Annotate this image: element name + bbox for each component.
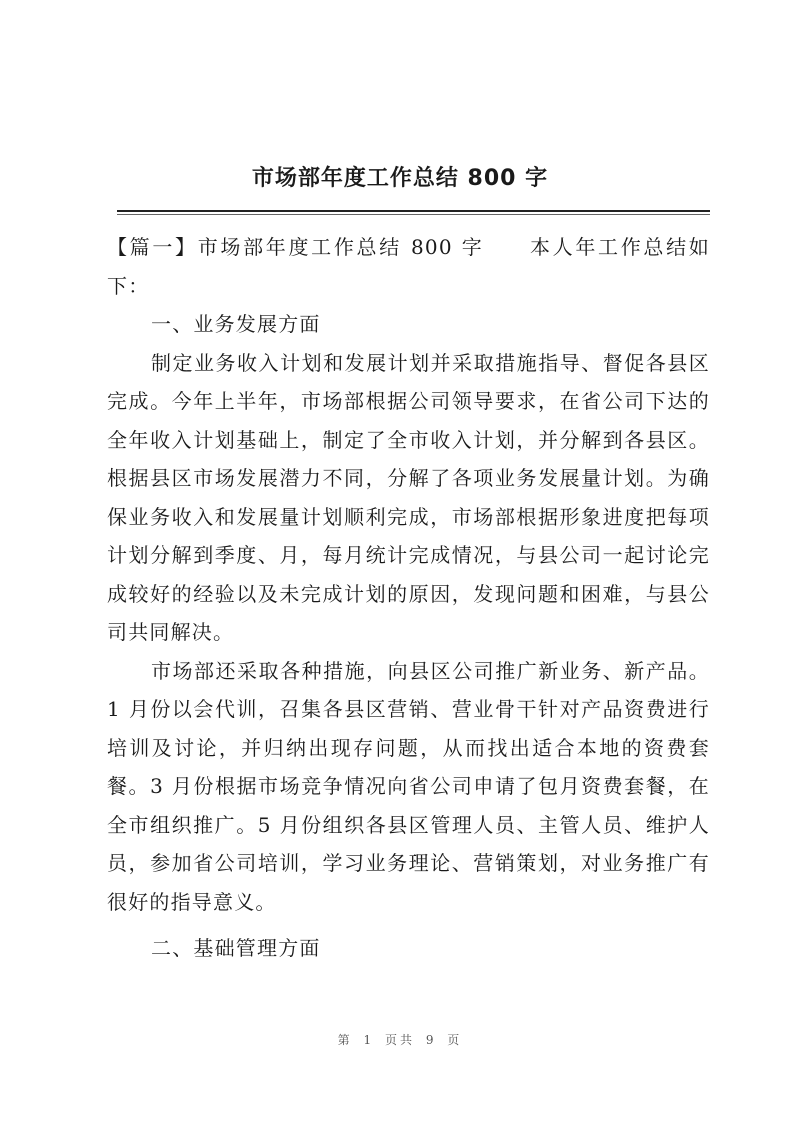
footer-suffix: 页 bbox=[447, 1033, 463, 1047]
section-heading-1: 一、业务发展方面 bbox=[151, 312, 321, 336]
footer-prefix: 第 bbox=[337, 1033, 353, 1047]
footer-total-pages: 9 bbox=[425, 1033, 437, 1047]
document-body bbox=[107, 228, 710, 968]
paragraph-1: 制定业务收入计划和发展计划并采取措施指导、督促各县区完成。今年上半年，市场部根据公司领导要求，在省公司下达的全年收入计划基础上，制定了全市收入计划，并分解到各县区。根据县区市场发展潜力不同，分解了各项业务发展量计划。为确保业务收入和发展量计划顺利完成，市场部根据形象进度把每项计划分解到季度、月，每月统计完成情况，与县公司一起讨论完成较好的经验以及未完成计划的原因，发现问题和困难，与县公司共同解决。 bbox=[107, 350, 710, 644]
footer-current-page: 1 bbox=[363, 1033, 375, 1047]
paragraph-2: 市场部还采取各种措施，向县区公司推广新业务、新产品。1 月份以会代训，召集各县区营销、营业骨干针对产品资费进行培训及讨论，并归纳出现存问题，从而找出适合本地的资费套餐。3 月份根据市场竞争情况向省公司申请了包月资费套餐，在全市组织推广。5 月份组织各县区管理人员、主管人员、维护人员，参加省公司培训，学习业务理论、营销策划，对业务推广有很好的指导意义。 bbox=[107, 658, 710, 914]
section-heading-2: 二、基础管理方面 bbox=[151, 936, 321, 960]
intro-label: 【篇一】市场部年度工作总结 800 字 bbox=[107, 235, 485, 259]
document-title: 市场部年度工作总结 800 字 bbox=[251, 166, 549, 191]
page-footer bbox=[0, 1031, 800, 1048]
title-divider bbox=[117, 210, 710, 212]
intro-text: 本人年工作总结如下： bbox=[107, 235, 710, 298]
intro-line bbox=[107, 228, 710, 305]
footer-middle: 页共 bbox=[384, 1033, 415, 1047]
title-divider-thin bbox=[117, 214, 710, 215]
